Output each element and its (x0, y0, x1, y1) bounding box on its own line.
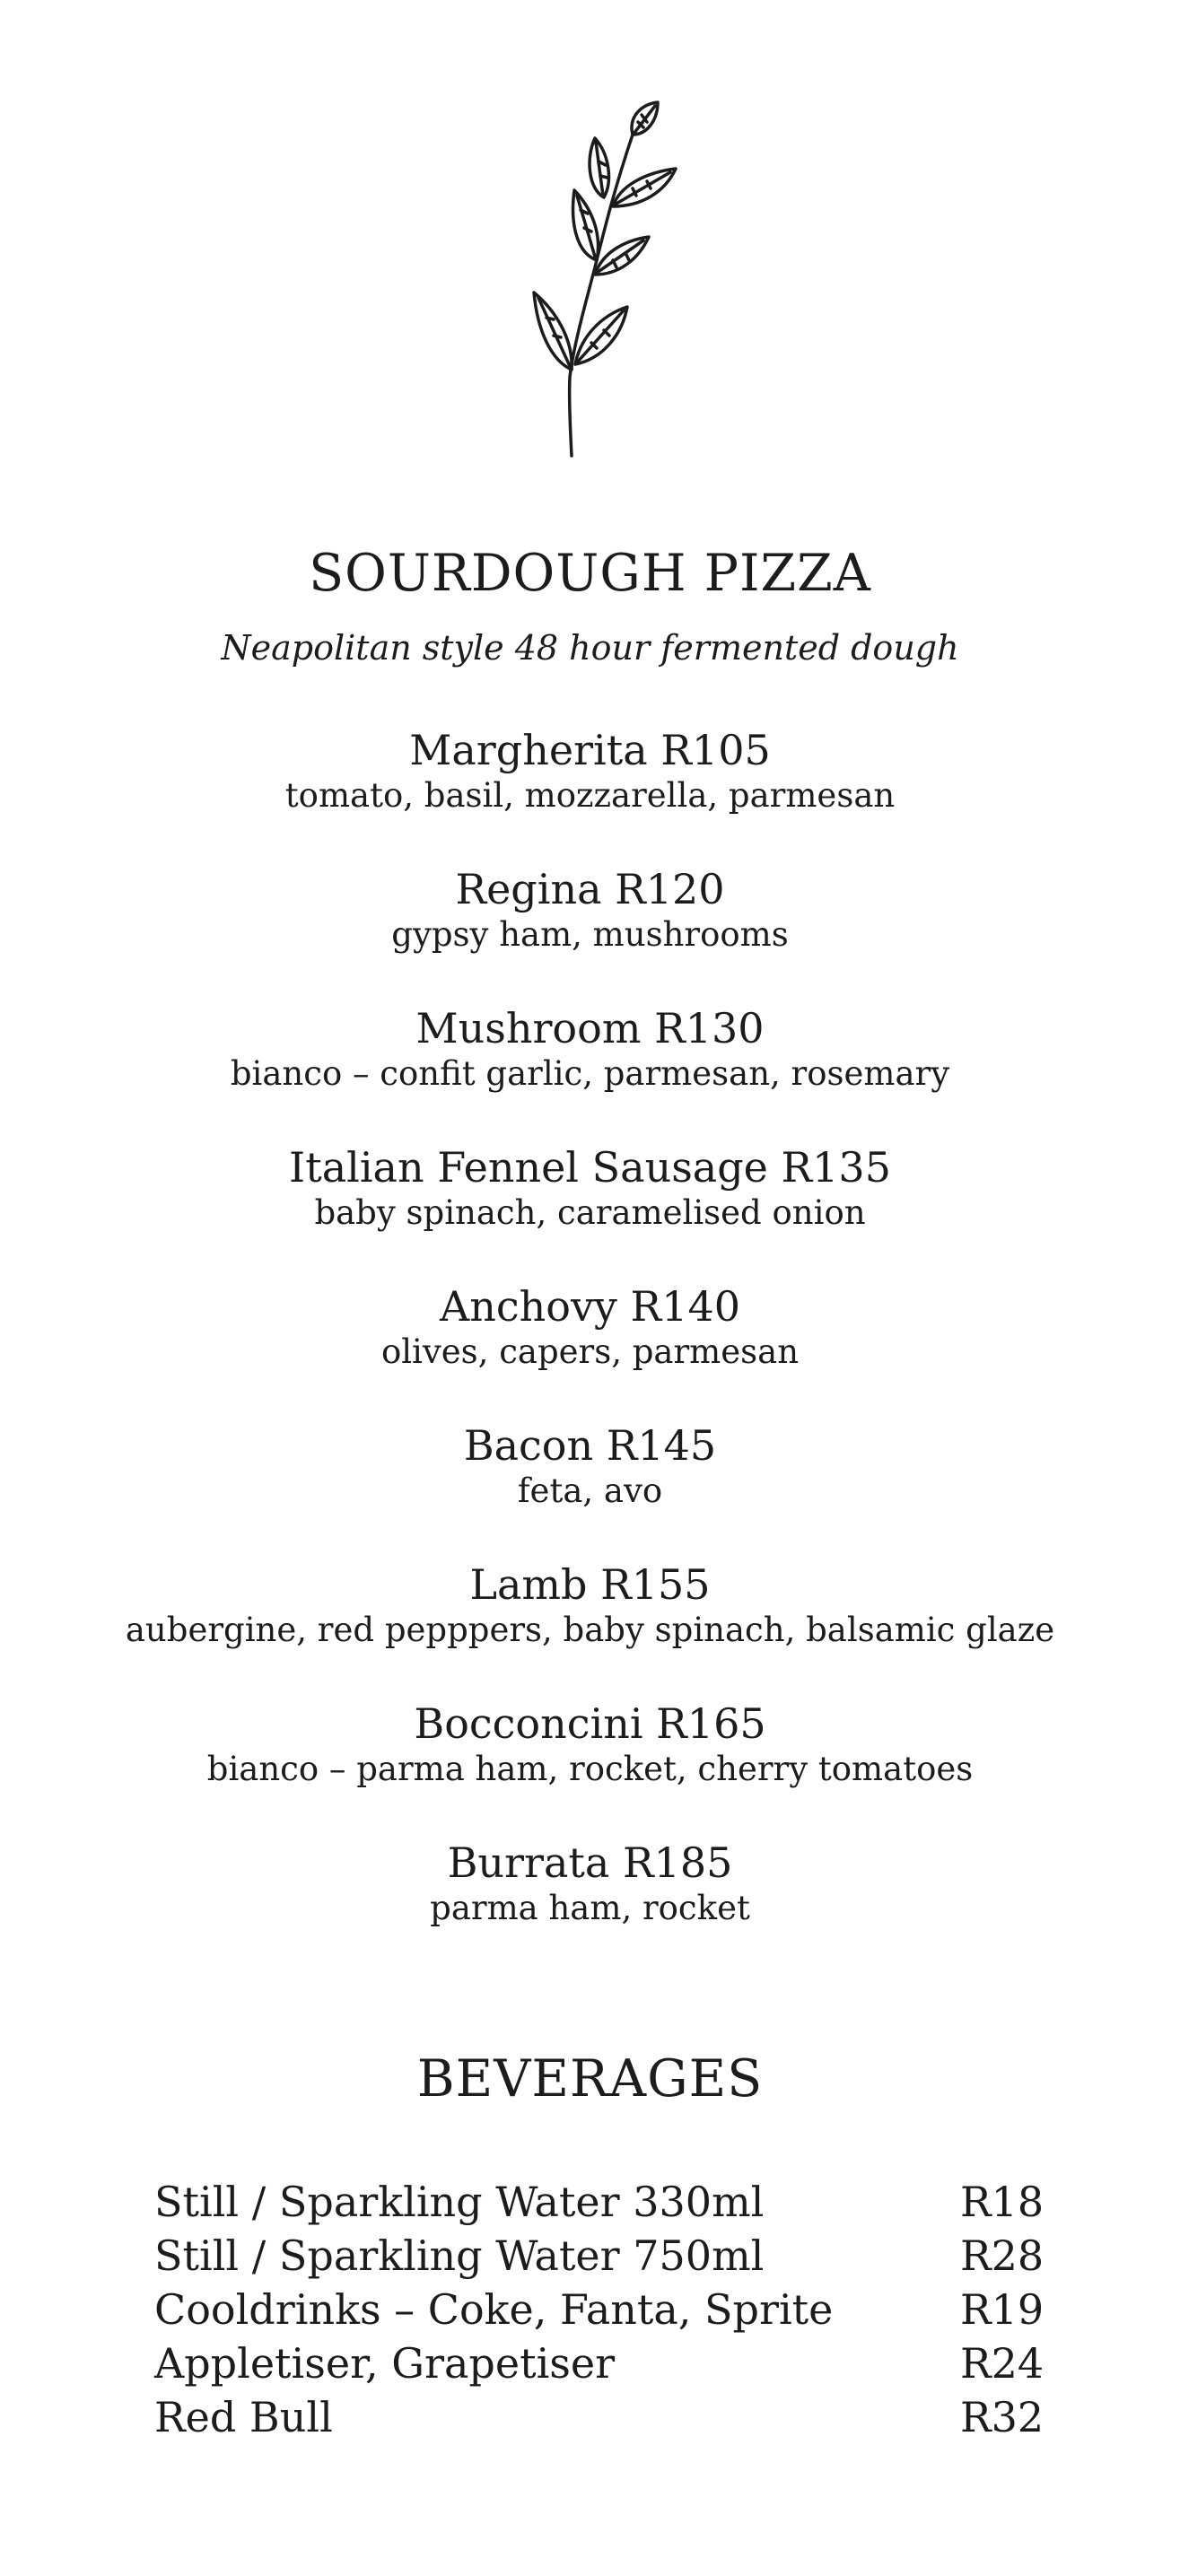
beverage-name: Red Bull (154, 2393, 333, 2441)
leaf-sprig-icon (498, 99, 695, 467)
pizza-item-anchovy (0, 1281, 1180, 1420)
pizza-item-mushroom (0, 1003, 1180, 1142)
pizza-item-bocconcini (0, 1698, 1180, 1838)
pizza-item-description: bianco – confit garlic, parmesan, rosemary (230, 1054, 950, 1093)
pizza-item-description: aubergine, red pepppers, baby spinach, balsamic glaze (125, 1611, 1055, 1649)
beverage-price: R19 (960, 2285, 1045, 2334)
beverage-row (154, 2283, 1052, 2336)
pizza-item-name: Anchovy R140 (440, 1282, 740, 1331)
beverage-row (154, 2390, 1052, 2444)
pizza-item-name: Burrata R185 (447, 1838, 733, 1887)
beverage-price: R28 (960, 2231, 1045, 2280)
pizza-item-name: Lamb R155 (469, 1560, 711, 1609)
pizza-item-description: gypsy ham, mushrooms (391, 915, 789, 954)
beverage-name: Cooldrinks – Coke, Fanta, Sprite (154, 2285, 834, 2334)
pizza-item-margherita (0, 725, 1180, 864)
pizza-item-name: Margherita R105 (409, 726, 771, 774)
beverage-row (154, 2175, 1052, 2229)
pizza-item-italian-fennel-sausage (0, 1142, 1180, 1281)
pizza-item-description: olives, capers, parmesan (380, 1332, 800, 1371)
beverage-row (154, 2229, 1052, 2283)
beverages-list (154, 2175, 1052, 2444)
pizza-item-name: Bocconcini R165 (414, 1699, 766, 1748)
pizza-item-description: baby spinach, caramelised onion (314, 1193, 866, 1232)
pizza-item-description: bianco – parma ham, rocket, cherry tomatoes (206, 1750, 974, 1788)
pizza-item-name: Mushroom R130 (415, 1004, 765, 1052)
pizza-item-name: Italian Fennel Sausage R135 (289, 1143, 891, 1192)
pizza-item-description: parma ham, rocket (430, 1889, 750, 1927)
pizza-item-name: Bacon R145 (463, 1421, 717, 1470)
pizza-item-description: feta, avo (517, 1471, 663, 1510)
pizza-section-subtitle: Neapolitan style 48 hour fermented dough (221, 628, 959, 668)
pizza-item-bacon (0, 1420, 1180, 1559)
beverage-name: Still / Sparkling Water 330ml (154, 2178, 765, 2226)
beverages-section-title: BEVERAGES (416, 2049, 764, 2109)
pizza-list (0, 725, 1180, 1977)
pizza-item-burrata (0, 1838, 1180, 1977)
beverage-name: Appletiser, Grapetiser (154, 2339, 616, 2388)
beverage-price: R24 (960, 2339, 1045, 2388)
beverage-price: R32 (960, 2393, 1045, 2441)
beverage-price: R18 (960, 2178, 1045, 2226)
pizza-item-lamb (0, 1559, 1180, 1698)
beverage-name: Still / Sparkling Water 750ml (154, 2231, 765, 2280)
pizza-section-title: SOURDOUGH PIZZA (309, 544, 871, 603)
pizza-item-regina (0, 864, 1180, 1003)
beverage-row (154, 2336, 1052, 2390)
pizza-item-description: tomato, basil, mozzarella, parmesan (284, 776, 896, 815)
pizza-item-name: Regina R120 (455, 865, 725, 913)
